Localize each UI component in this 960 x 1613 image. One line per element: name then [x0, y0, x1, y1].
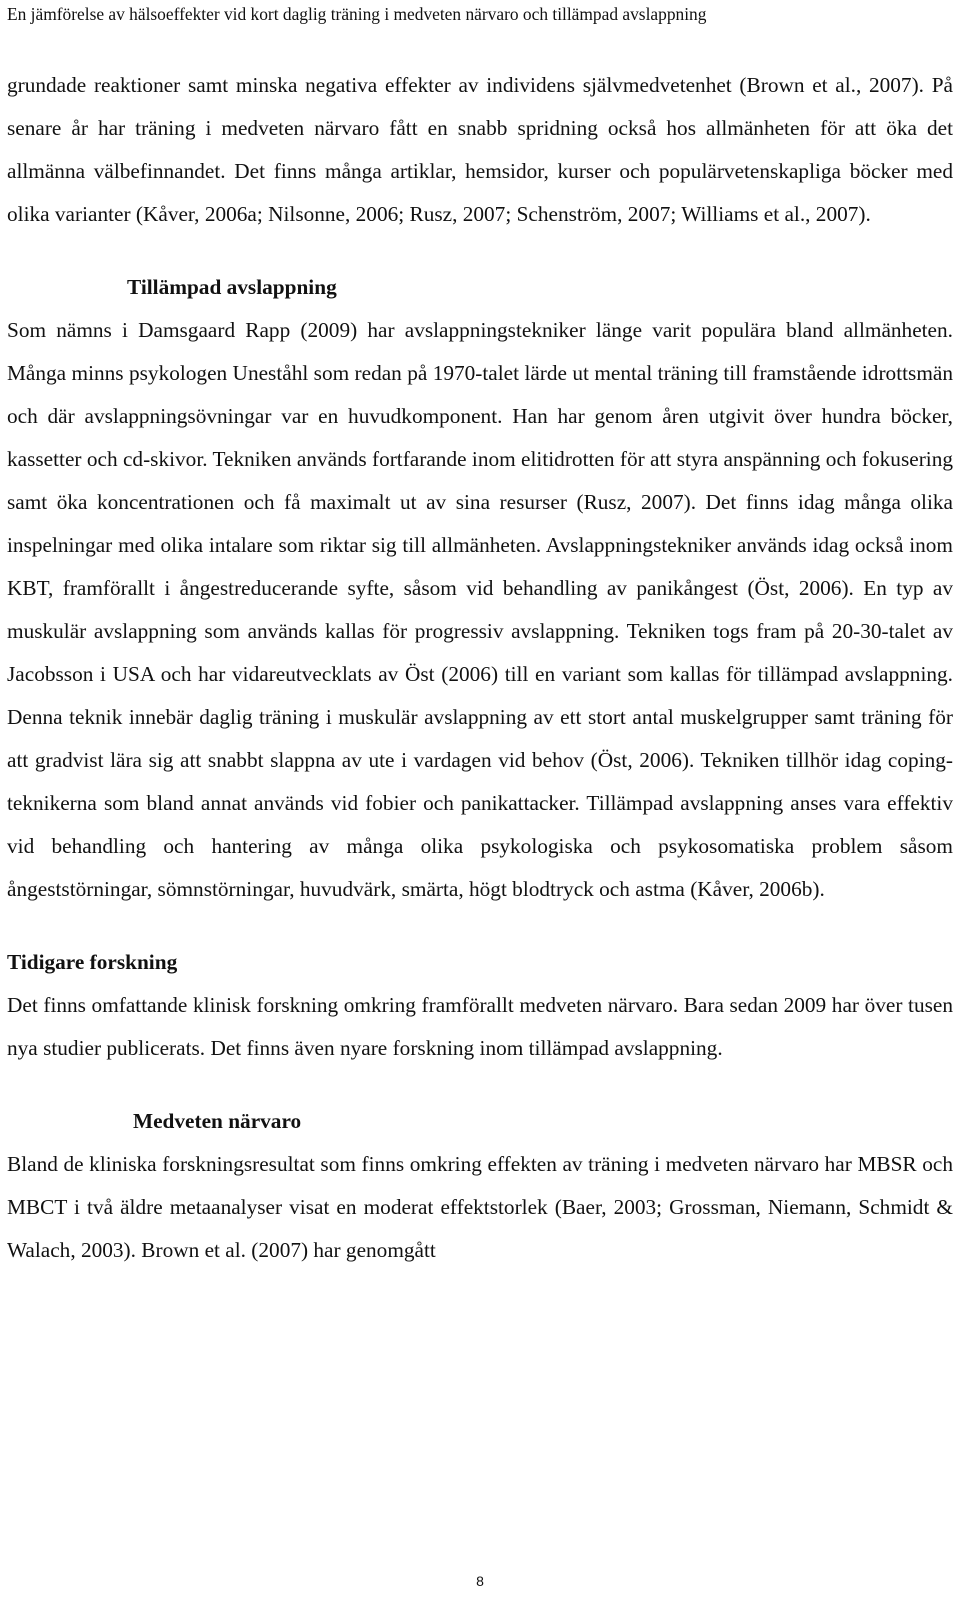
- section-gap: [7, 236, 953, 266]
- section-heading-tillampad-avslappning: Tillämpad avslappning: [127, 275, 337, 299]
- medveten-narvaro-paragraph: Bland de kliniska forskningsresultat som finns omkring effekten av träning i medveten närvaro har MBSR och MBCT i två äldre metaanalyser visat en moderat effektstorlek (Baer, 2003; Grossman, Niemann, Schmidt & Walach, 2003). Brown et al. (2007) har genomgått: [7, 1152, 953, 1262]
- page-number: 8: [476, 1573, 484, 1589]
- subsection-heading-medveten-narvaro: Medveten närvaro: [133, 1109, 302, 1133]
- section-gap: [7, 1070, 953, 1100]
- tillampad-avslappning-paragraph: Som nämns i Damsgaard Rapp (2009) har avslappningstekniker länge varit populära bland allmänheten. Många minns psykologen Uneståhl som redan på 1970-talet lärde ut mental träning till framstående idrottsmän och där avslappningsövningar var en huvudkomponent. Han har genom åren utgivit över hundra böcker, kassetter och cd-skivor. Tekniken används fortfarande inom elitidrotten för att styra anspänning och fokusering samt öka koncentrationen och få maximalt ut av sina resurser (Rusz, 2007). Det finns idag många olika inspelningar med olika intalare som riktar sig till allmänheten. Avslappningstekniker används idag också inom KBT, framförallt i ångestreducerande syfte, såsom vid behandling av panikångest (Öst, 2006). En typ av muskulär avslappning som används kallas för progressiv avslappning. Tekniken togs fram på 20-30-talet av Jacobsson i USA och har vidareutvecklats av Öst (2006) till en variant som kallas för tillämpad avslappning. Denna teknik innebär daglig träning i muskulär avslappning av ett stort antal muskelgrupper samt träning för att gradvist lära sig att snabbt slappna av ute i vardagen vid behov (Öst, 2006). Tekniken tillhör idag coping-teknikerna som bland annat används vid fobier och panikattacker. Tillämpad avslappning anses vara effektiv vid behandling och hantering av många olika psykologiska och psykosomatiska problem såsom ångeststörningar, sömnstörningar, huvudvärk, smärta, högt blodtryck och astma (Kåver, 2006b).: [7, 318, 953, 901]
- page-content: [7, 64, 953, 1272]
- section-heading-tidigare-forskning: Tidigare forskning: [7, 950, 178, 974]
- section-gap: [7, 911, 953, 941]
- tidigare-forskning-paragraph: Det finns omfattande klinisk forskning omkring framförallt medveten närvaro. Bara sedan 2009 har över tusen nya studier publicerats. Det finns även nyare forskning inom tillämpad avslappning.: [7, 993, 953, 1060]
- intro-paragraph: grundade reaktioner samt minska negativa effekter av individens självmedvetenhet (Brown et al., 2007). På senare år har träning i medveten närvaro fått en snabb spridning också hos allmänheten för att öka det allmänna välbefinnandet. Det finns många artiklar, hemsidor, kurser och populärvetenskapliga böcker med olika varianter (Kåver, 2006a; Nilsonne, 2006; Rusz, 2007; Schenström, 2007; Williams et al., 2007).: [7, 73, 953, 226]
- running-head: En jämförelse av hälsoeffekter vid kort daglig träning i medveten närvaro och tillämpad avslappning: [7, 4, 707, 24]
